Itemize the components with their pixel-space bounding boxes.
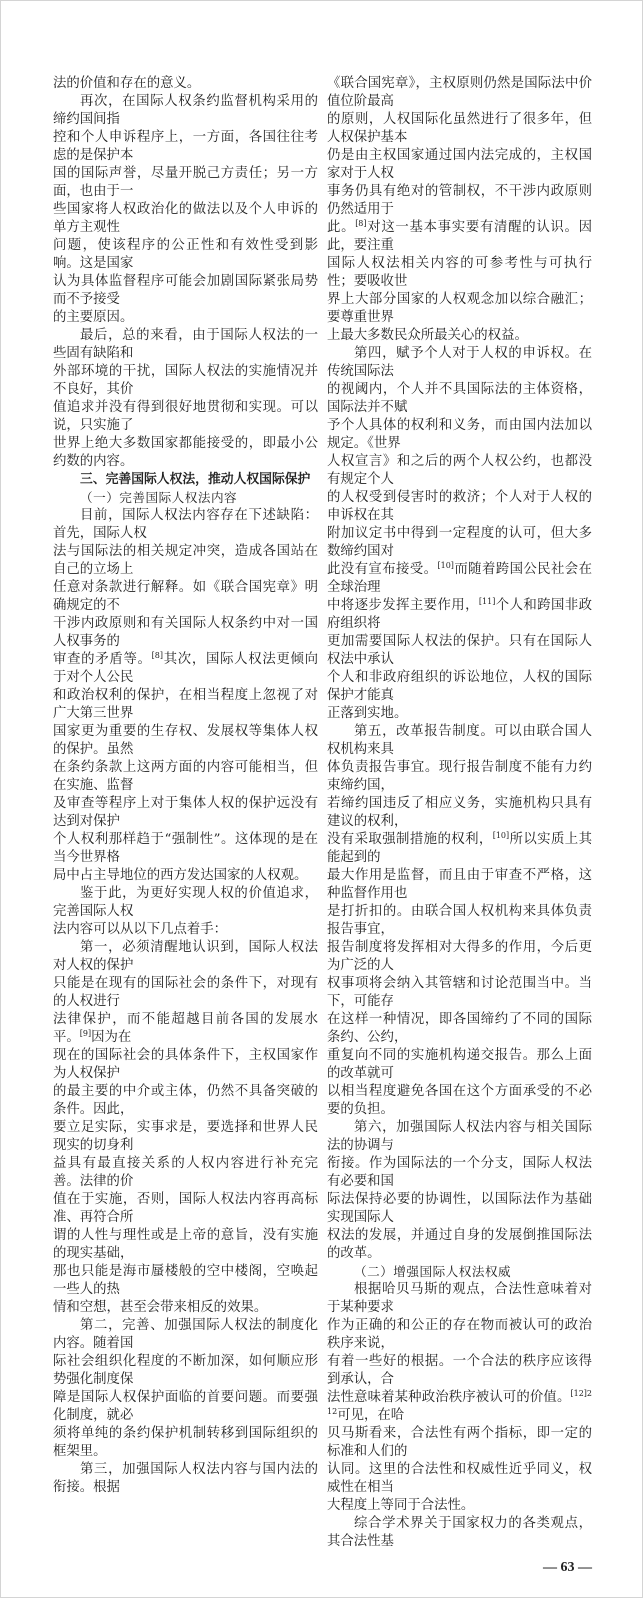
text-line: 综合学术界关于国家权力的各类观点，其合法性基 xyxy=(327,1516,592,1549)
two-column-body xyxy=(53,75,592,1551)
text-line: 第三，加强国际人权法内容与国内法的衔接。根据 xyxy=(53,1462,318,1495)
text-line: 最大作用是监督，而且由于审查不严格，这种监督作用也 xyxy=(327,868,592,901)
text-line: 上最大多数民众所最关心的权益。 xyxy=(327,328,528,343)
citation-marker: [12]212 xyxy=(327,1389,592,1416)
text-line: 界上大部分国家的人权观念加以综合融汇；要尊重世界 xyxy=(327,292,592,325)
text-line: 鉴于此，为更好实现人权的价值追求，完善国际人权 xyxy=(53,886,318,919)
text-line: 以相当程度避免各国在这个方面承受的不必要的负担。 xyxy=(327,1084,592,1117)
paragraph xyxy=(327,1515,592,1551)
citation-marker: [10] xyxy=(437,561,454,570)
text-line: 中将逐步发挥主要作用，[11]个人和跨国非政府组织将 xyxy=(327,597,593,631)
text-line: 个人和非政府组织的诉讼地位，人权的国际保护才能真 xyxy=(327,670,592,703)
text-line: 作为正确的和公正的存在物而被认可的政治秩序来说， xyxy=(327,1318,592,1351)
text-line: 际法保持必要的协调性，以国际法作为基础实现国际人 xyxy=(327,1192,592,1225)
text-line: 任意对条款进行解释。如《联合国宪章》明确规定的不 xyxy=(53,580,318,613)
text-line: 国的国际声誉，尽量开脱己方责任；另一方面，也由于一 xyxy=(53,166,318,199)
text-line: 有着一些好的根据。一个合法的秩序应该得到承认，合 xyxy=(327,1354,592,1387)
paragraph xyxy=(53,75,318,93)
text-line: 法内容可以从以下几点着手： xyxy=(53,922,228,937)
text-line: （二）增强国际人权法权威 xyxy=(354,1264,512,1279)
paragraph xyxy=(327,723,592,1119)
text-line: 的主要原因。 xyxy=(53,310,134,325)
text-line: 更加需要国际人权法的保护。只有在国际人权法中承认 xyxy=(327,634,592,667)
text-line: 此。[8]对这一基本事实要有清醒的认识。因此，要注重 xyxy=(327,219,593,253)
text-line: 值追求并没有得到很好地贯彻和实现。可以说，只实施了 xyxy=(53,400,318,433)
text-line: 衔接。作为国际法的一个分支，国际人权法有必要和国 xyxy=(327,1156,592,1189)
text-line: 报告制度将发挥相对大得多的作用，今后更为广泛的人 xyxy=(327,940,592,973)
text-line: 权事项将会纳入其管辖和讨论范围当中。当下，可能存 xyxy=(327,976,592,1009)
citation-marker: [8] xyxy=(355,219,367,228)
text-line: 谓的人性与理性或是上帝的意旨，没有实施的现实基础， xyxy=(53,1228,318,1261)
paragraph xyxy=(53,327,318,471)
paragraph xyxy=(53,885,318,939)
text-line: 第一，必须清醒地认识到，国际人权法对人权的保护 xyxy=(53,940,318,973)
text-line: 仍是由主权国家通过国内法完成的，主权国家对于人权 xyxy=(327,148,592,181)
text-line: （一）完善国际人权法内容 xyxy=(80,490,238,505)
text-line: 认为具体监督程序可能会加剧国际紧张局势而不予接受 xyxy=(53,274,318,307)
right-column xyxy=(327,75,592,1551)
text-line: 须将单纯的条约保护机制转移到国际组织的框架里。 xyxy=(53,1426,318,1459)
text-line: 再次，在国际人权条约监督机构采用的缔约国间指 xyxy=(53,94,318,127)
text-line: 控和个人申诉程序上，一方面，各国往往考虑的是保护本 xyxy=(53,130,318,163)
text-line: 些国家将人权政治化的做法以及个人申诉的单方主观性 xyxy=(53,202,318,235)
subsection-heading xyxy=(327,1263,592,1281)
paragraph xyxy=(327,75,592,345)
text-line: 现在的国际社会的具体条件下，主权国家作为人权保护 xyxy=(53,1048,318,1081)
citation-marker: [11] xyxy=(478,597,496,606)
text-line: 在这样一种情况，即各国缔约了不同的国际条约、公约， xyxy=(327,1012,592,1045)
text-line: 第六，加强国际人权法内容与相关国际法的协调与 xyxy=(327,1120,592,1153)
left-column xyxy=(53,75,318,1497)
text-line: 的原则，人权国际化虽然进行了很多年，但人权保护基本 xyxy=(327,112,592,145)
paragraph xyxy=(327,1281,592,1515)
text-line: 三、完善国际人权法，推动人权国际保护 xyxy=(80,472,311,487)
text-line: 事务仍具有绝对的管制权，不干涉内政原则仍然适用于 xyxy=(327,184,592,217)
text-line: 第二，完善、加强国际人权法的制度化内容。随着国 xyxy=(53,1318,318,1351)
text-line: 是打折扣的。由联合国人权机构来具体负责报告事宜， xyxy=(327,904,592,937)
paragraph xyxy=(327,1119,592,1263)
text-line: 国家更为重要的生存权、发展权等集体人权的保护。虽然 xyxy=(53,724,318,757)
text-line: 权法的发展，并通过自身的发展倒推国际法的改革。 xyxy=(327,1228,592,1261)
text-line: 审查的矛盾等。[8]其次，国际人权法更倾向于对个人公民 xyxy=(53,651,319,685)
text-line: 第五，改革报告制度。可以由联合国人权机构来具 xyxy=(327,724,592,757)
text-line: 正落到实地。 xyxy=(327,706,408,721)
text-line: 此没有宣布接受。[10]而随着跨国公民社会在全球治理 xyxy=(327,561,593,595)
text-line: 予个人具体的权利和义务，而由国内法加以规定。《世界 xyxy=(327,418,592,451)
text-line: 重复向不同的实施机构递交报告。那么上面的改革就可 xyxy=(327,1048,592,1081)
text-line: 干涉内政原则和有关国际人权条约中对一国人权事务的 xyxy=(53,616,318,649)
text-line: 障是国际人权保护面临的首要问题。而要强化制度，就必 xyxy=(53,1390,318,1423)
text-line: 世界上绝大多数国家都能接受的，即最小公约数的内容。 xyxy=(53,436,318,469)
text-line: 的视阈内，个人并不具国际法的主体资格，国际法并不赋 xyxy=(327,382,592,415)
text-line: 贝马斯看来，合法性有两个指标，即一定的标准和人们的 xyxy=(327,1426,592,1459)
text-line: 体负责报告事宜。现行报告制度不能有力约束缔约国， xyxy=(327,760,592,793)
paragraph xyxy=(53,93,318,327)
text-line: 要立足实际，实事求是，要选择和世界人民现实的切身利 xyxy=(53,1120,318,1153)
paragraph xyxy=(53,939,318,1317)
text-line: 没有采取强制措施的权利，[10]所以实质上其能起到的 xyxy=(327,831,592,865)
text-line: 附加议定书中得到一定程度的认可，但大多数缔约国对 xyxy=(327,526,592,559)
subsection-heading xyxy=(53,489,318,507)
citation-marker: [10] xyxy=(492,831,510,840)
text-line: 问题，使该程序的公正性和有效性受到影响。这是国家 xyxy=(53,238,318,271)
text-line: 《联合国宪章》，主权原则仍然是国际法中价值位阶最高 xyxy=(327,76,592,109)
text-line: 益具有最直接关系的人权内容进行补充完善。法律的价 xyxy=(53,1156,318,1189)
text-line: 的最主要的中介或主体，仍然不具备突破的条件。因此， xyxy=(53,1084,318,1117)
paragraph xyxy=(53,507,318,885)
text-line: 法与国际法的相关规定冲突，造成各国站在自己的立场上 xyxy=(53,544,318,577)
text-line: 值在于实施，否则，国际人权法内容再高标准、再符合所 xyxy=(53,1192,318,1225)
paragraph xyxy=(327,345,592,723)
text-line: 法律保护，而不能超越目前各国的发展水平。[9]因为在 xyxy=(53,1012,318,1045)
text-line: 第四，赋予个人对于人权的申诉权。在传统国际法 xyxy=(327,346,592,379)
text-line: 目前，国际人权法内容存在下述缺陷：首先，国际人权 xyxy=(53,508,318,541)
text-line: 的人权受到侵害时的救济；个人对于人权的申诉权在其 xyxy=(327,490,592,523)
page-number: — 63 — xyxy=(543,1560,592,1575)
text-line: 和政治权利的保护，在相当程度上忽视了对广大第三世界 xyxy=(53,688,318,721)
text-line: 及审查等程序上对于集体人权的保护远没有达到对保护 xyxy=(53,796,318,829)
text-line: 法的价值和存在的意义。 xyxy=(53,76,201,91)
text-line: 只能是在现有的国际社会的条件下，对现有的人权进行 xyxy=(53,976,318,1009)
text-line: 国际人权法相关内容的可参考性与可执行性；要吸收世 xyxy=(327,256,592,289)
text-line: 那也只能是海市蜃楼般的空中楼阁，空唤起一些人的热 xyxy=(53,1264,318,1297)
text-line: 在条约条款上这两方面的内容可能相当，但在实施、监督 xyxy=(53,760,318,793)
text-line: 最后，总的来看，由于国际人权法的一些固有缺陷和 xyxy=(53,328,318,361)
text-line: 情和空想，甚至会带来相反的效果。 xyxy=(53,1300,268,1315)
text-line: 大程度上等同于合法性。 xyxy=(327,1498,475,1513)
section-heading xyxy=(53,471,318,489)
text-line: 个人权利那样趋于“强制性”。这体现的是在当今世界格 xyxy=(53,832,318,865)
text-line: 根据哈贝马斯的观点，合法性意味着对于某种要求 xyxy=(327,1282,592,1315)
text-line: 际社会组织化程度的不断加深，如何顺应形势强化制度保 xyxy=(53,1354,318,1387)
text-line: 人权宣言》和之后的两个人权公约，也都没有规定个人 xyxy=(327,454,592,487)
citation-marker: [8] xyxy=(151,651,163,660)
paragraph xyxy=(53,1317,318,1461)
citation-marker: [9] xyxy=(79,1029,92,1038)
text-line: 法性意味着某种政治秩序被认可的价值。$^{[12]212}$可见，在哈 xyxy=(327,1389,592,1423)
text-line: 若缔约国违反了相应义务，实施机构只具有建议的权利， xyxy=(327,796,592,829)
text-line: 局中占主导地位的西方发达国家的人权观。 xyxy=(53,868,308,883)
paragraph xyxy=(53,1461,318,1497)
text-line: 外部环境的干扰，国际人权法的实施情况并不良好，其价 xyxy=(53,364,318,397)
text-line: 认同。这里的合法性和权威性近乎同义，权威性在相当 xyxy=(327,1462,592,1495)
